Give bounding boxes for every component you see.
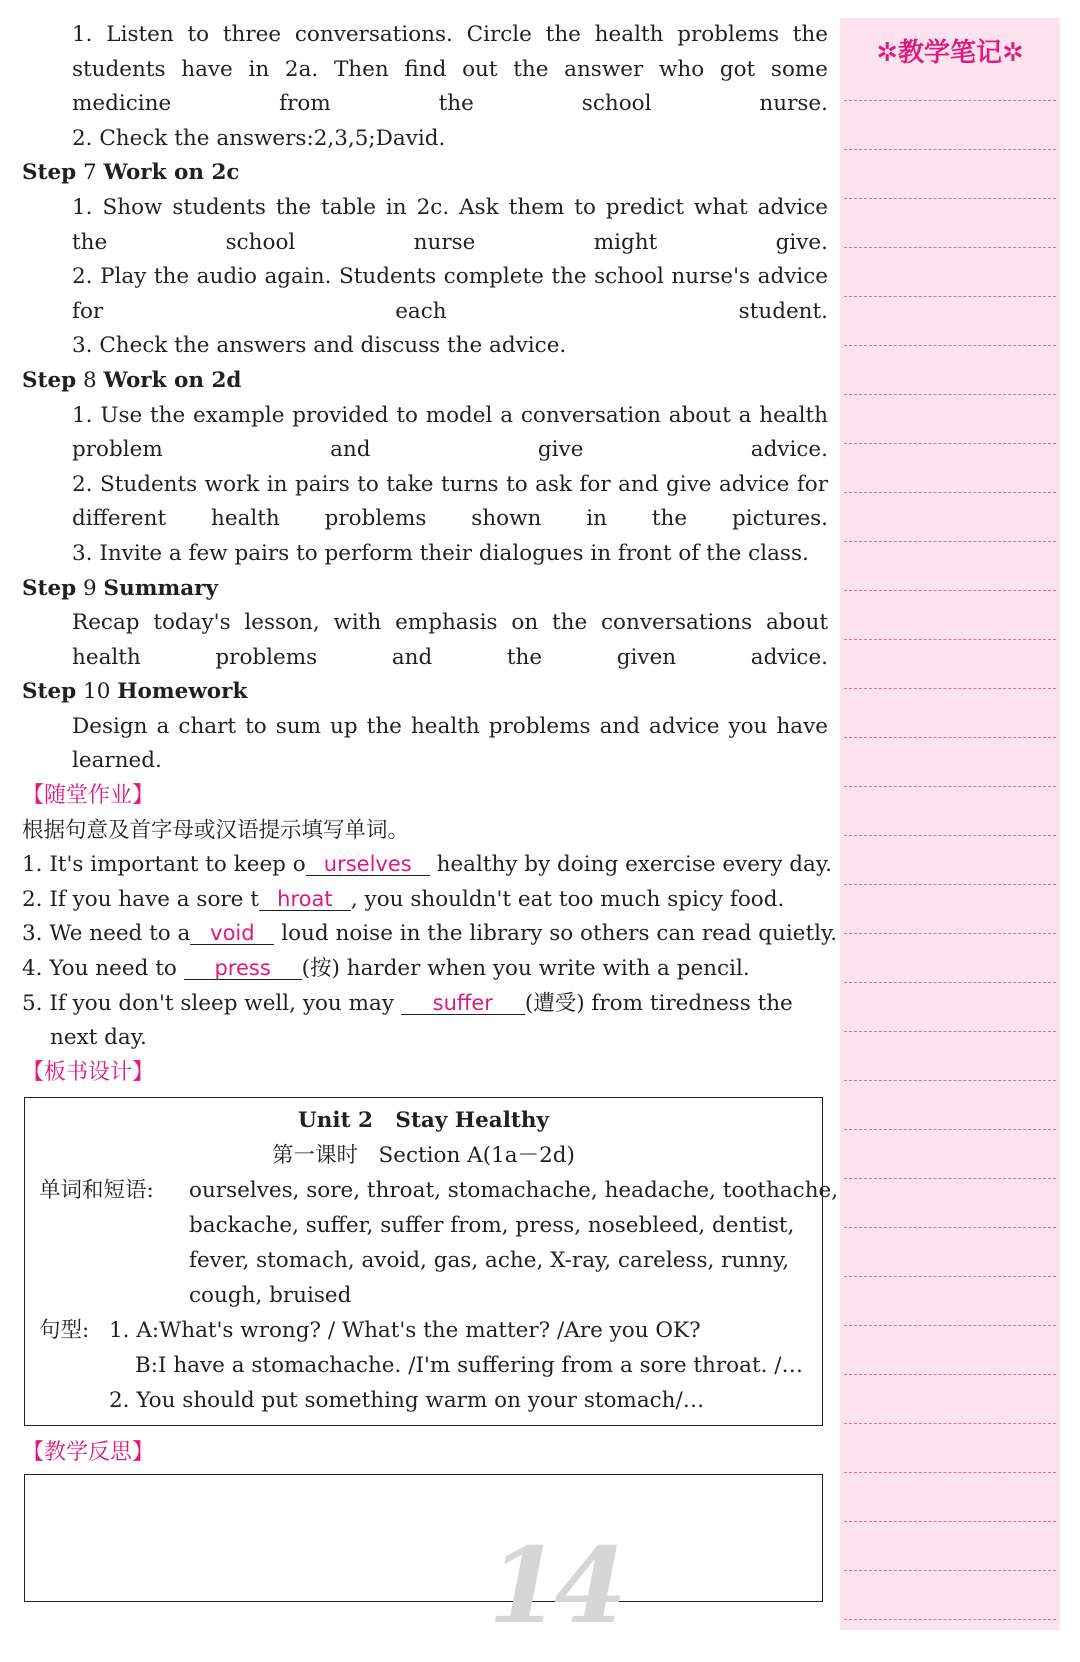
exercise-1: 1. It's important to keep o urselves healthy by doing exercise every day. (22, 852, 832, 878)
intro-item-1: 1. Listen to three conversations. Circle the health problems the students have in 2a. Then find out the answer who got some medicine from the school nurse. (72, 22, 828, 117)
step8-item-3: 3. Invite a few pairs to perform their dialogues in front of the class. (72, 540, 809, 566)
homework-heading: 【随堂作业】 (22, 783, 155, 809)
notes-ruled-line (844, 1031, 1056, 1032)
answer-blank-3[interactable]: void (190, 922, 274, 945)
step7-heading: Step 7 Work on 2c (22, 160, 240, 186)
reflection-box[interactable] (24, 1474, 823, 1602)
step8-item-1: 1. Use the example provided to model a conversation about a health problem and give advice. (72, 402, 828, 463)
board-vocab-line-2: backache, suffer, suffer from, press, nosebleed, dentist, (189, 1213, 795, 1238)
notes-sidebar[interactable] (840, 18, 1060, 1630)
notes-ruled-line (844, 1619, 1056, 1620)
answer-blank-5[interactable]: suffer (401, 992, 525, 1015)
notes-ruled-line (844, 247, 1056, 248)
notes-ruled-line (844, 933, 1056, 934)
main-content (22, 18, 838, 1090)
notes-ruled-line (844, 443, 1056, 444)
step7-item-3: 3. Check the answers and discuss the advice. (72, 333, 567, 359)
page-number: 14 (488, 1524, 621, 1647)
notes-ruled-line (844, 1374, 1056, 1375)
notes-ruled-line (844, 492, 1056, 493)
notes-ruled-line (844, 688, 1056, 689)
step7-item-2: 2. Play the audio again. Students complete the school nurse's advice for each student. (72, 264, 828, 324)
board-vocab-line-1: ourselves, sore, throat, stomachache, headache, toothache, (189, 1178, 839, 1203)
board-vocab-line-3: fever, stomach, avoid, gas, ache, X-ray, careless, runny, (189, 1248, 790, 1273)
notes-ruled-line (844, 345, 1056, 346)
notes-ruled-line (844, 541, 1056, 542)
notes-ruled-line (844, 639, 1056, 640)
reflection-heading: 【教学反思】 (22, 1440, 155, 1465)
board-pattern-2: 2. You should put something warm on your stomach/… (109, 1388, 705, 1413)
notes-ruled-line (844, 1129, 1056, 1130)
exercise-4: 4. You need to press (按) harder when you write with a pencil. (22, 956, 750, 982)
notes-ruled-line (844, 1178, 1056, 1179)
notes-ruled-line (844, 1227, 1056, 1228)
board-heading: 【板书设计】 (22, 1059, 155, 1085)
notes-ruled-line (844, 1570, 1056, 1571)
answer-blank-2[interactable]: hroat (259, 888, 351, 911)
answer-blank-1[interactable]: urselves (306, 853, 430, 876)
exercise-5-continued: next day. (50, 1025, 147, 1051)
exercise-5: 5. If you don't sleep well, you may suffer (遭受) from tiredness the (22, 990, 793, 1016)
board-subtitle: 第一课时 Section A(1a－2d) (272, 1143, 575, 1168)
notes-ruled-line (844, 884, 1056, 885)
notes-ruled-line (844, 149, 1056, 150)
notes-ruled-line (844, 835, 1056, 836)
step9-heading: Step 9 Summary (22, 575, 218, 601)
notes-ruled-line (844, 198, 1056, 199)
board-vocab-label: 单词和短语: (39, 1178, 154, 1203)
notes-ruled-line (844, 982, 1056, 983)
notes-ruled-line (844, 1325, 1056, 1326)
exercise-2: 2. If you have a sore t hroat , you shouldn't eat too much spicy food. (22, 886, 785, 912)
notes-ruled-line (844, 1472, 1056, 1473)
notes-ruled-line (844, 1080, 1056, 1081)
notes-ruled-line (844, 296, 1056, 297)
notes-ruled-line (844, 737, 1056, 738)
notes-ruled-line (844, 590, 1056, 591)
board-pattern-1a: 1. A:What's wrong? / What's the matter? /Are you OK? (109, 1318, 701, 1343)
notes-ruled-line (844, 1276, 1056, 1277)
answer-blank-4[interactable]: press (184, 957, 302, 980)
intro-item-2: 2. Check the answers:2,3,5;David. (72, 125, 446, 151)
step8-item-2: 2. Students work in pairs to take turns to ask for and give advice for different health problems shown in the pictures. (72, 471, 828, 532)
step9-text: Recap today's lesson, with emphasis on the conversations about health problems and the given advice. (72, 610, 828, 670)
notes-ruled-line (844, 1521, 1056, 1522)
notes-ruled-line (844, 1423, 1056, 1424)
board-vocab-line-4: cough, bruised (189, 1283, 352, 1308)
step10-text: Design a chart to sum up the health problems and advice you have learned. (72, 713, 828, 774)
exercise-3: 3. We need to a void loud noise in the library so others can read quietly. (22, 921, 838, 947)
notes-ruled-line (844, 100, 1056, 101)
board-design-box (24, 1097, 839, 1426)
notes-ruled-line (844, 786, 1056, 787)
board-pattern-1b: B:I have a stomachache. /I'm suffering from a sore throat. /… (135, 1353, 803, 1378)
step7-item-1: 1. Show students the table in 2c. Ask them to predict what advice the school nurse might give. (72, 194, 828, 255)
notes-ruled-line (844, 394, 1056, 395)
notes-title: ✲教学笔记✲ (876, 38, 1024, 68)
board-title: Unit 2 Stay Healthy (298, 1108, 549, 1133)
step8-heading: Step 8 Work on 2d (22, 367, 242, 393)
step10-heading: Step 10 Homework (22, 679, 248, 705)
board-pattern-label: 句型: (39, 1318, 90, 1343)
homework-instruction: 根据句意及首字母或汉语提示填写单词。 (22, 817, 410, 843)
